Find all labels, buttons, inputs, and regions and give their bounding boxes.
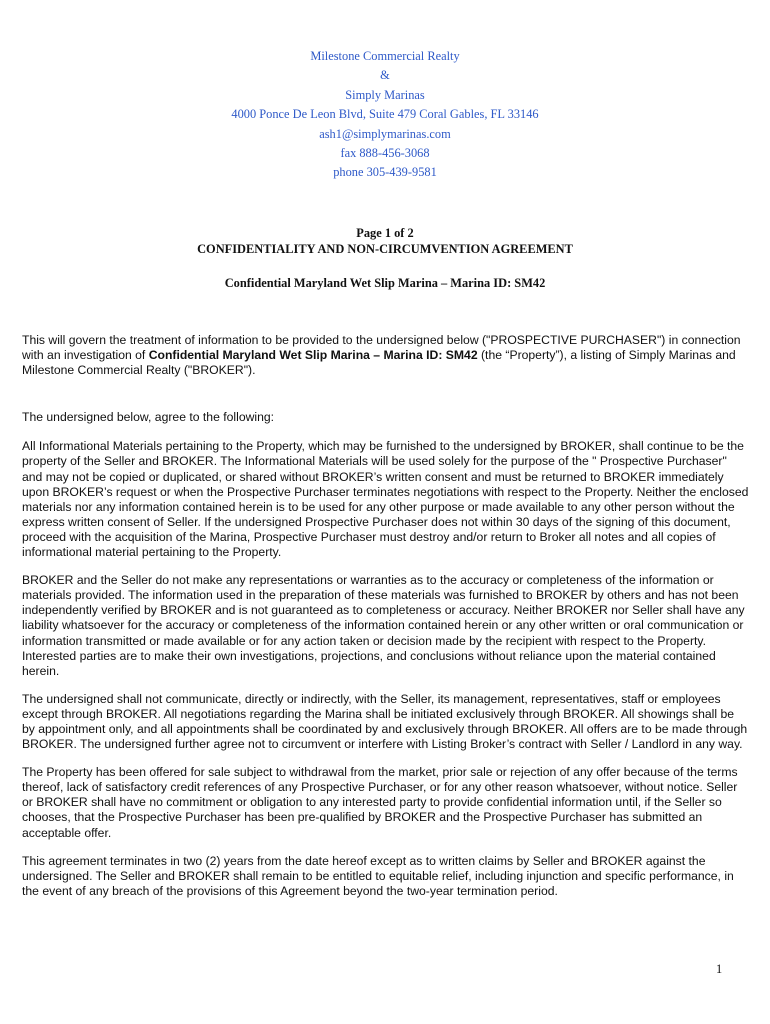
paragraph-warranties: BROKER and the Seller do not make any representations or warranties as to the accuracy or completeness of the information or materials provided. The information used in the preparation of these materials was furnished to BROKER by others and has not been independently verified by BROKER and is not guaranteed as to completeness or accuracy. Neither BROKER nor Seller shall have any liability whatsoever for the accuracy or completeness of the information contained herein or any other written or oral communication or information transmitted or made available or for any action taken or decision made by the recipient with respect to the Property. Interested parties are to make their own investigations, projections, and conclusions without reliance upon the material contained herein. [22, 573, 745, 678]
page-label: Page 1 of 2 [356, 226, 414, 240]
email: ash1@simplymarinas.com [319, 126, 451, 141]
phone: phone 305-439-9581 [333, 165, 437, 180]
address: 4000 Ponce De Leon Blvd, Suite 479 Coral Gables, FL 33146 [231, 107, 539, 122]
page-number: 1 [716, 962, 723, 976]
paragraph-communication: The undersigned shall not communicate, directly or indirectly, with the Seller, its management, representatives, staff or employees except through BROKER. All negotiations regarding the Marina shall be initiated exclusively through BROKER. All showings shall be by appointment only, and all appointments shall be coordinated by and exclusively through BROKER. All offers are to be made through BROKER. The undersigned further agree not to circumvent or interfere with Listing Broker’s contract with Seller / Landlord in any way. [22, 691, 748, 752]
agree-line: The undersigned below, agree to the following: [22, 410, 275, 425]
fax: fax 888-456-3068 [340, 146, 430, 161]
intro-paragraph [22, 333, 750, 378]
intro-property-name: Confidential Maryland Wet Slip Marina – Marina ID: SM42 [148, 348, 478, 363]
paragraph-materials: All Informational Materials pertaining to the Property, which may be furnished to the undersigned by BROKER, shall continue to be the property of the Seller and BROKER. The Informational Materials will be used solely for the purpose of the " Prospective Purchaser" and may not be copied or duplicated, or shared without BROKER’s written consent and must be returned to BROKER immediately upon BROKER’s request or when the Prospective Purchaser terminates negotiations with respect to the Property. Neither the enclosed materials nor any information contained herein is to be used for any other purpose or made available to any other person without the express written consent of Seller. If the undersigned Prospective Purchaser does not within 30 days of the signing of this document, proceed with the acquisition of the Marina, Prospective Purchaser must destroy and/or return to Broker all notes and all copies of informational material pertaining to the Property. [22, 439, 749, 560]
company-name-2: Simply Marinas [345, 87, 425, 102]
document-body [22, 333, 750, 912]
document-subtitle: Confidential Maryland Wet Slip Marina – Marina ID: SM42 [224, 276, 546, 290]
company-name: Milestone Commercial Realty [310, 49, 460, 63]
intro-text-before: This will govern the treatment of information to be provided to the undersigned below ("PROSPECTIVE PURCHASER") in connection with an investigation of [22, 333, 741, 363]
document-header [0, 225, 770, 291]
letterhead [0, 47, 770, 183]
document-title: CONFIDENTIALITY AND NON-CIRCUMVENTION AGREEMENT [197, 242, 573, 256]
paragraph-withdrawal: The Property has been offered for sale subject to withdrawal from the market, prior sale or rejection of any offer because of the terms thereof, lack of satisfactory credit references of any Prospective Purchaser, or for any other reason whatsoever, without notice. Seller or BROKER shall have no commitment or obligation to any interested party to provide confidential information until, if the Seller so chooses, that the Prospective Purchaser has been pre-qualified by BROKER and the Prospective Purchaser has submitted an acceptable offer. [22, 765, 738, 840]
ampersand: & [380, 68, 390, 83]
intro-text-after: (the “Property”), a listing of Simply Marinas and Milestone Commercial Realty ("BROKER"). [22, 348, 736, 378]
paragraph-termination: This agreement terminates in two (2) years from the date hereof except as to written claims by Seller and BROKER against the undersigned. The Seller and BROKER shall remain to be entitled to equitable relief, including injunction and specific performance, in the event of any breach of the provisions of this Agreement beyond the two-year termination period. [22, 853, 734, 898]
